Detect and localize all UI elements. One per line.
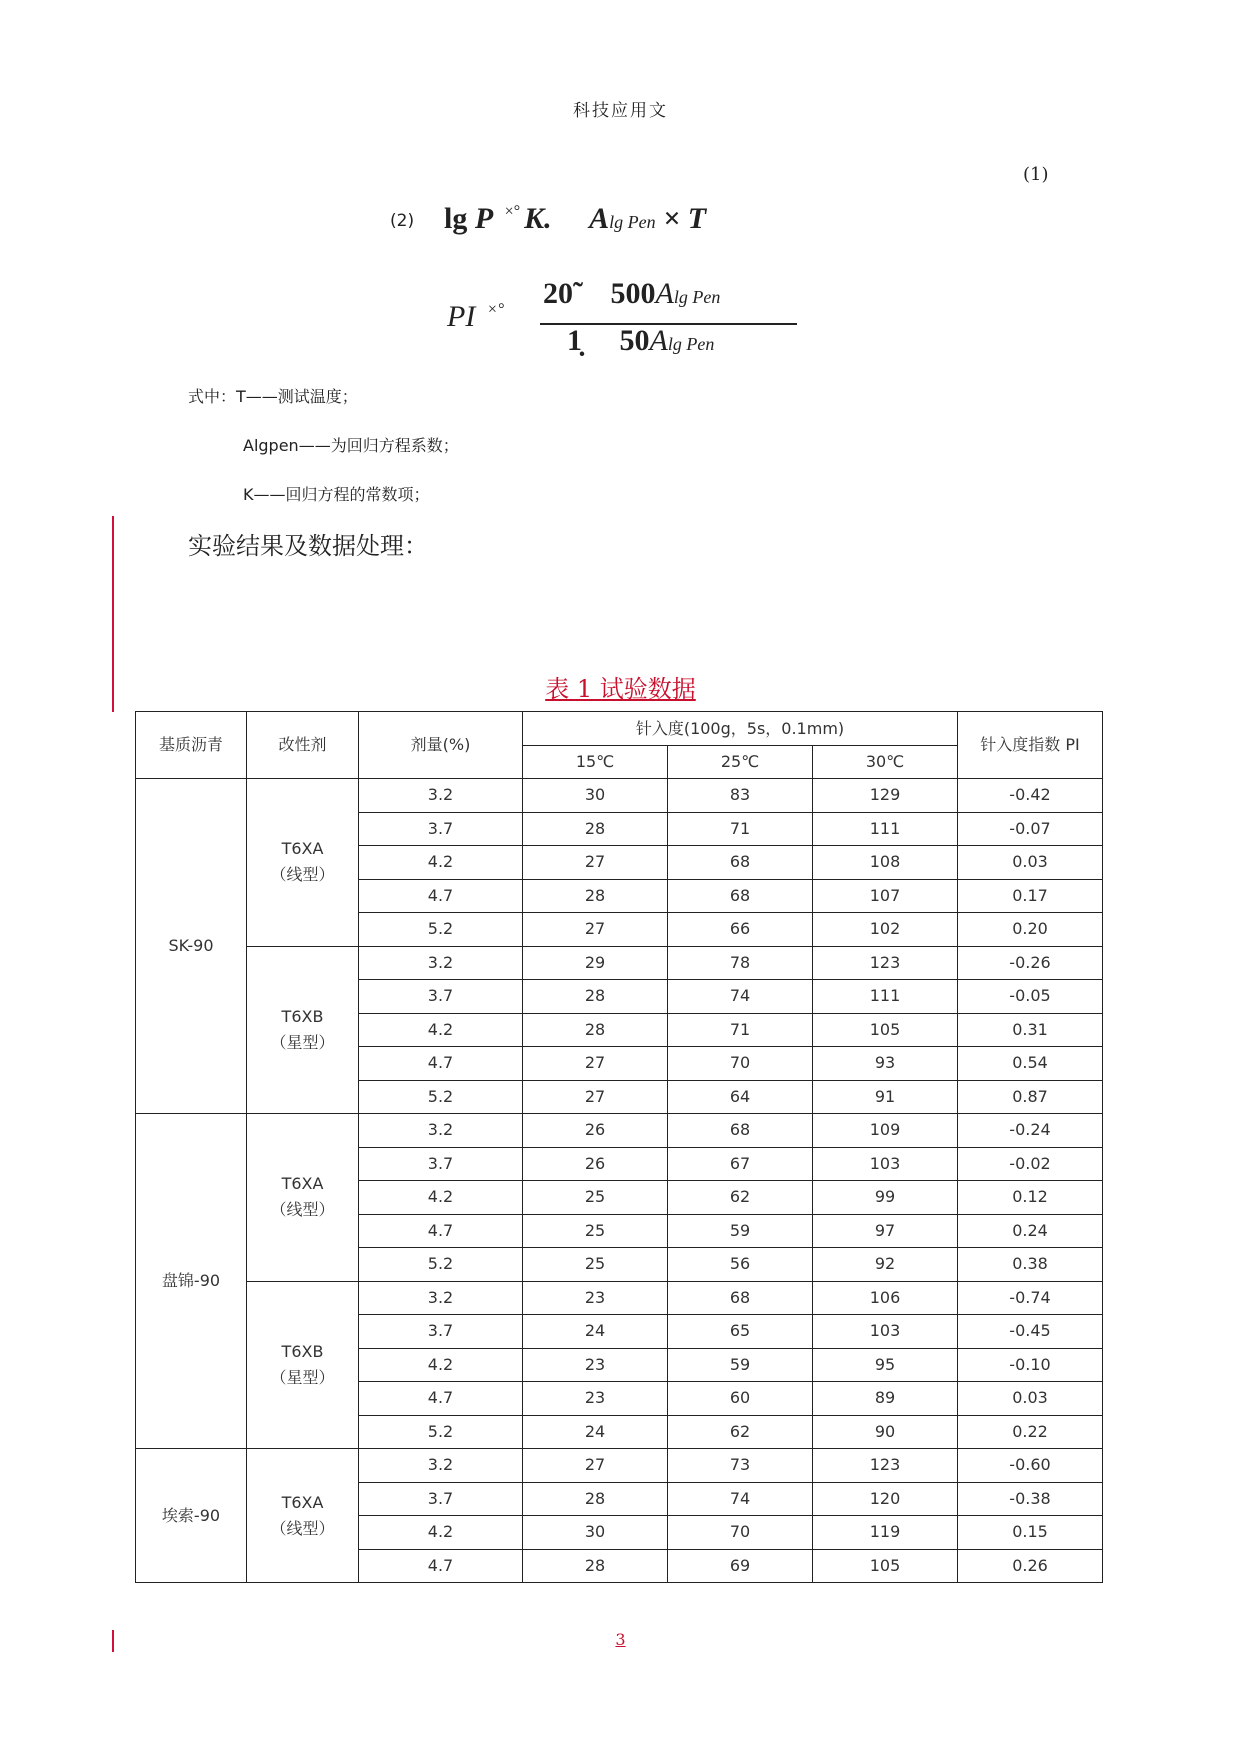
cell-15c: 28	[523, 812, 668, 846]
formula-den-a: 1̣	[567, 324, 582, 357]
cell-modifier	[247, 946, 359, 1114]
formula-approx: ×°	[504, 203, 521, 220]
cell-30c: 107	[813, 879, 958, 913]
cell-pi: 0.12	[958, 1181, 1103, 1215]
cell-dose: 5.2	[359, 1080, 523, 1114]
cell-30c: 123	[813, 1449, 958, 1483]
cell-30c: 103	[813, 1147, 958, 1181]
cell-dose: 3.7	[359, 980, 523, 1014]
header-30c: 30℃	[813, 746, 958, 779]
cell-15c: 27	[523, 846, 668, 880]
modifier-type: （线型）	[270, 1518, 335, 1538]
cell-30c: 129	[813, 779, 958, 813]
cell-25c: 71	[668, 812, 813, 846]
modifier-type: （线型）	[270, 865, 335, 885]
cell-dose: 3.7	[359, 1147, 523, 1181]
cell-15c: 23	[523, 1382, 668, 1416]
cell-dose: 4.7	[359, 879, 523, 913]
equation-number-1: (1)	[1023, 164, 1049, 185]
cell-30c: 120	[813, 1482, 958, 1516]
table-row	[136, 1449, 1103, 1483]
header-penetration: 针入度(100g，5s，0.1mm)	[523, 712, 958, 746]
cell-pi: 0.54	[958, 1047, 1103, 1081]
formula-num-sub: lg Pen	[673, 287, 721, 307]
cell-base: SK-90	[136, 779, 247, 1114]
cell-15c: 26	[523, 1147, 668, 1181]
cell-pi: -0.74	[958, 1281, 1103, 1315]
cell-25c: 59	[668, 1214, 813, 1248]
formula-lg: lg	[444, 202, 468, 235]
header-pi: 针入度指数 PI	[958, 712, 1103, 779]
cell-15c: 23	[523, 1348, 668, 1382]
cell-dose: 4.7	[359, 1214, 523, 1248]
cell-pi: 0.17	[958, 879, 1103, 913]
cell-pi: -0.05	[958, 980, 1103, 1014]
cell-15c: 25	[523, 1214, 668, 1248]
formula-a-sub: lg Pen	[609, 212, 656, 232]
modifier-name: T6XB	[281, 1006, 324, 1026]
cell-dose: 3.7	[359, 812, 523, 846]
cell-25c: 69	[668, 1549, 813, 1583]
data-table	[135, 711, 1103, 1583]
cell-25c: 62	[668, 1181, 813, 1215]
equation-number-2: (2)	[390, 211, 415, 231]
cell-30c: 111	[813, 980, 958, 1014]
cell-25c: 56	[668, 1248, 813, 1282]
cell-15c: 27	[523, 1080, 668, 1114]
cell-modifier	[247, 1449, 359, 1583]
cell-15c: 23	[523, 1281, 668, 1315]
cell-dose: 3.2	[359, 1281, 523, 1315]
cell-15c: 26	[523, 1114, 668, 1148]
formula-k: K.	[524, 202, 552, 235]
formula-pi-approx: ×°	[486, 301, 505, 318]
formula-den-b: 50	[619, 324, 650, 357]
cell-pi: -0.38	[958, 1482, 1103, 1516]
cell-25c: 68	[668, 846, 813, 880]
table-row	[136, 1114, 1103, 1148]
header-modifier: 改性剂	[247, 712, 359, 779]
cell-pi: -0.60	[958, 1449, 1103, 1483]
cell-25c: 62	[668, 1415, 813, 1449]
cell-dose: 4.2	[359, 846, 523, 880]
cell-15c: 28	[523, 1013, 668, 1047]
cell-dose: 4.2	[359, 1516, 523, 1550]
cell-15c: 24	[523, 1315, 668, 1349]
cell-15c: 28	[523, 1549, 668, 1583]
cell-25c: 83	[668, 779, 813, 813]
cell-25c: 78	[668, 946, 813, 980]
cell-pi: 0.03	[958, 846, 1103, 880]
formula-numerator	[543, 277, 720, 311]
cell-dose: 4.7	[359, 1549, 523, 1583]
note-t: 式中：T——测试温度；	[188, 387, 358, 406]
formula-a: A	[589, 202, 610, 235]
cell-dose: 4.7	[359, 1047, 523, 1081]
formula-num-a: 20̃	[543, 277, 573, 310]
cell-15c: 29	[523, 946, 668, 980]
cell-pi: -0.07	[958, 812, 1103, 846]
cell-15c: 30	[523, 1516, 668, 1550]
cell-25c: 64	[668, 1080, 813, 1114]
cell-dose: 3.2	[359, 1449, 523, 1483]
cell-30c: 123	[813, 946, 958, 980]
cell-modifier	[247, 779, 359, 947]
cell-dose: 5.2	[359, 913, 523, 947]
cell-25c: 74	[668, 980, 813, 1014]
cell-15c: 27	[523, 1047, 668, 1081]
cell-30c: 99	[813, 1181, 958, 1215]
cell-30c: 92	[813, 1248, 958, 1282]
header-base: 基质沥青	[136, 712, 247, 779]
formula-num-A: A	[655, 277, 674, 310]
table-caption	[0, 669, 1241, 704]
modifier-type: （星型）	[270, 1367, 335, 1387]
cell-dose: 3.7	[359, 1482, 523, 1516]
cell-25c: 68	[668, 1281, 813, 1315]
cell-pi: 0.24	[958, 1214, 1103, 1248]
note-algpen: Algpen——为回归方程系数；	[243, 436, 459, 455]
cell-base: 盘锦-90	[136, 1114, 247, 1449]
cell-25c: 67	[668, 1147, 813, 1181]
cell-dose: 3.2	[359, 779, 523, 813]
cell-dose: 5.2	[359, 1415, 523, 1449]
cell-pi: 0.03	[958, 1382, 1103, 1416]
cell-modifier	[247, 1281, 359, 1449]
cell-30c: 106	[813, 1281, 958, 1315]
modifier-name: T6XA	[281, 839, 324, 859]
table-caption-text: 表 1 试验数据	[545, 675, 696, 703]
cell-25c: 70	[668, 1047, 813, 1081]
modifier-type: （线型）	[270, 1200, 335, 1220]
cell-15c: 25	[523, 1248, 668, 1282]
cell-pi: 0.15	[958, 1516, 1103, 1550]
table-row	[136, 779, 1103, 813]
cell-30c: 97	[813, 1214, 958, 1248]
cell-15c: 28	[523, 1482, 668, 1516]
cell-dose: 3.2	[359, 1114, 523, 1148]
cell-15c: 27	[523, 913, 668, 947]
cell-dose: 4.2	[359, 1348, 523, 1382]
cell-30c: 93	[813, 1047, 958, 1081]
formula-den-A: A	[649, 324, 668, 357]
cell-pi: 0.20	[958, 913, 1103, 947]
formula-pi-label: PI	[447, 300, 476, 333]
formula-lg-p	[444, 202, 706, 236]
cell-pi: -0.26	[958, 946, 1103, 980]
formula-denominator	[567, 324, 714, 358]
cell-dose: 4.2	[359, 1013, 523, 1047]
cell-15c: 28	[523, 980, 668, 1014]
cell-dose: 4.2	[359, 1181, 523, 1215]
header-dose: 剂量(%)	[359, 712, 523, 779]
cell-pi: 0.31	[958, 1013, 1103, 1047]
cell-15c: 27	[523, 1449, 668, 1483]
table-row	[136, 1281, 1103, 1315]
header-25c: 25℃	[668, 746, 813, 779]
cell-15c: 30	[523, 779, 668, 813]
cell-30c: 89	[813, 1382, 958, 1416]
cell-30c: 119	[813, 1516, 958, 1550]
cell-15c: 24	[523, 1415, 668, 1449]
cell-25c: 66	[668, 913, 813, 947]
modifier-name: T6XA	[281, 1174, 324, 1194]
cell-25c: 60	[668, 1382, 813, 1416]
formula-pi	[447, 300, 508, 334]
section-heading: 实验结果及数据处理：	[188, 532, 428, 560]
cell-25c: 59	[668, 1348, 813, 1382]
formula-times-t: × T	[663, 202, 707, 235]
formula-den-sub: lg Pen	[667, 334, 715, 354]
page-number: 3	[615, 1630, 626, 1649]
cell-pi: -0.45	[958, 1315, 1103, 1349]
modifier-name: T6XA	[281, 1492, 324, 1512]
cell-30c: 103	[813, 1315, 958, 1349]
cell-15c: 28	[523, 879, 668, 913]
cell-25c: 68	[668, 1114, 813, 1148]
modifier-name: T6XB	[281, 1341, 324, 1361]
cell-pi: 0.26	[958, 1549, 1103, 1583]
cell-25c: 70	[668, 1516, 813, 1550]
cell-pi: 0.22	[958, 1415, 1103, 1449]
cell-30c: 95	[813, 1348, 958, 1382]
cell-30c: 91	[813, 1080, 958, 1114]
cell-pi: -0.24	[958, 1114, 1103, 1148]
cell-25c: 65	[668, 1315, 813, 1349]
cell-30c: 105	[813, 1549, 958, 1583]
cell-pi: -0.10	[958, 1348, 1103, 1382]
cell-25c: 73	[668, 1449, 813, 1483]
cell-dose: 4.7	[359, 1382, 523, 1416]
cell-30c: 105	[813, 1013, 958, 1047]
cell-30c: 109	[813, 1114, 958, 1148]
cell-base: 埃索-90	[136, 1449, 247, 1583]
cell-pi: -0.42	[958, 779, 1103, 813]
table-body	[136, 779, 1103, 1583]
cell-30c: 90	[813, 1415, 958, 1449]
cell-modifier	[247, 1114, 359, 1282]
cell-dose: 3.7	[359, 1315, 523, 1349]
cell-dose: 5.2	[359, 1248, 523, 1282]
formula-num-b: 500	[610, 277, 656, 310]
cell-15c: 25	[523, 1181, 668, 1215]
cell-30c: 111	[813, 812, 958, 846]
cell-30c: 108	[813, 846, 958, 880]
formula-p: P	[474, 202, 494, 235]
cell-30c: 102	[813, 913, 958, 947]
cell-pi: 0.87	[958, 1080, 1103, 1114]
table-row	[136, 946, 1103, 980]
header-15c: 15℃	[523, 746, 668, 779]
page-header: 科技应用文	[573, 101, 668, 121]
cell-dose: 3.2	[359, 946, 523, 980]
note-k: K——回归方程的常数项；	[243, 485, 430, 504]
cell-25c: 74	[668, 1482, 813, 1516]
cell-25c: 71	[668, 1013, 813, 1047]
cell-pi: 0.38	[958, 1248, 1103, 1282]
cell-pi: -0.02	[958, 1147, 1103, 1181]
modifier-type: （星型）	[270, 1032, 335, 1052]
cell-25c: 68	[668, 879, 813, 913]
